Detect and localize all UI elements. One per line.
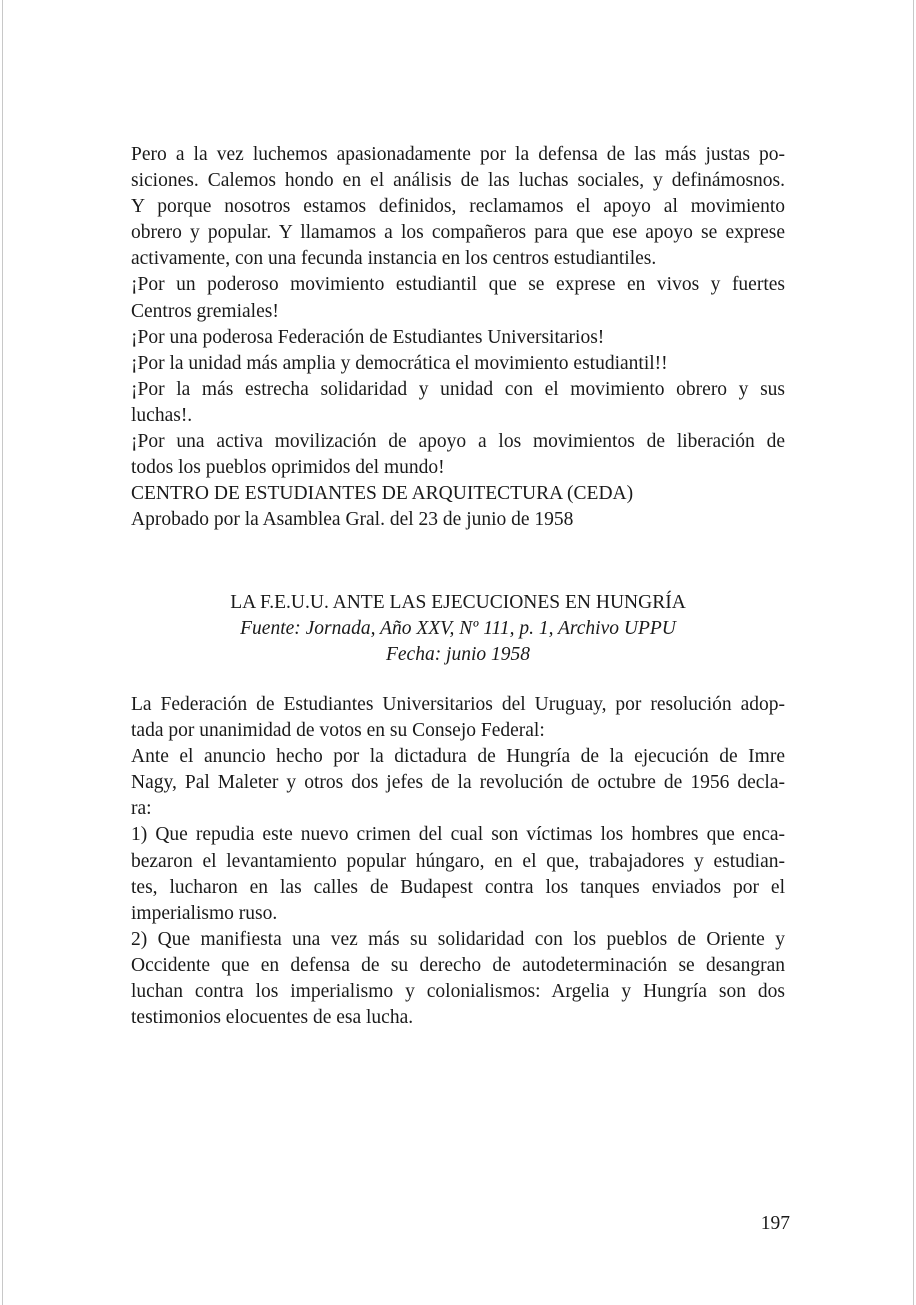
paragraph-line: bezaron el levantamiento popular húngaro, en el que, trabajadores y estudian- bbox=[131, 850, 785, 872]
heading-date: Fecha: junio 1958 bbox=[385, 644, 531, 665]
paragraph-line: activamente, con una fecunda instancia en los centros estudiantiles. bbox=[131, 248, 657, 270]
paragraph-line: ¡Por la unidad más amplia y democrática el movimiento estudiantil!! bbox=[131, 352, 668, 374]
paragraph-line: tes, lucharon en las calles de Budapest contra los tanques enviados por el bbox=[131, 876, 785, 898]
page-number: 197 bbox=[760, 1213, 790, 1234]
paragraph-line: ¡Por la más estrecha solidaridad y unidad con el movimiento obrero y sus bbox=[131, 378, 785, 400]
paragraph-line: Pero a la vez luchemos apasionadamente por la defensa de las más justas po- bbox=[131, 144, 785, 165]
paragraph-line: imperialismo ruso. bbox=[131, 902, 278, 924]
page-edge-left bbox=[2, 0, 3, 1305]
heading-title: LA F.E.U.U. ANTE LAS EJECUCIONES EN HUNGRÍA bbox=[230, 592, 686, 613]
page-edge-right bbox=[913, 0, 914, 1305]
paragraph-line: ra: bbox=[131, 798, 152, 820]
paragraph-line: ¡Por una activa movilización de apoyo a los movimientos de liberación de bbox=[131, 431, 785, 453]
paragraph-line: ¡Por una poderosa Federación de Estudiantes Universitarios! bbox=[131, 326, 605, 348]
paragraph-line: luchan contra los imperialismo y colonialismos: Argelia y Hungría son dos bbox=[131, 981, 785, 1003]
paragraph-line: siciones. Calemos hondo en el análisis de las luchas sociales, y definámosnos. bbox=[131, 170, 785, 192]
paragraph-line: 1) Que repudia este nuevo crimen del cual son víctimas los hombres que enca- bbox=[131, 824, 785, 846]
section-ceda-declaration bbox=[131, 142, 785, 533]
paragraph-line: 2) Que manifiesta una vez más su solidaridad con los pueblos de Oriente y bbox=[131, 928, 785, 950]
paragraph-line: Y porque nosotros estamos definidos, reclamamos el apoyo al movimiento bbox=[131, 196, 785, 218]
paragraph-line: obrero y popular. Y llamamos a los compañeros para que ese apoyo se exprese bbox=[131, 222, 785, 244]
paragraph-line: todos los pueblos oprimidos del mundo! bbox=[131, 457, 445, 479]
paragraph-line: luchas!. bbox=[131, 404, 193, 426]
paragraph-line: Centros gremiales! bbox=[131, 300, 279, 322]
section-heading bbox=[131, 590, 785, 668]
paragraph-line: ¡Por un poderoso movimiento estudiantil que se exprese en vivos y fuertes bbox=[131, 274, 785, 296]
section-feuu-resolution bbox=[131, 692, 785, 1031]
paragraph-line: Aprobado por la Asamblea Gral. del 23 de junio de 1958 bbox=[131, 509, 574, 531]
paragraph-line: testimonios elocuentes de esa lucha. bbox=[131, 1007, 414, 1029]
heading-source: Fuente: Jornada, Año XXV, Nº 111, p. 1, Archivo UPPU bbox=[240, 618, 676, 639]
paragraph-line: Occidente que en defensa de su derecho de autodeterminación se desangran bbox=[131, 954, 785, 976]
paragraph-line: Ante el anuncio hecho por la dictadura de Hungría de la ejecución de Imre bbox=[131, 746, 785, 768]
paragraph-line: La Federación de Estudiantes Universitarios del Uruguay, por resolución adop- bbox=[131, 694, 785, 715]
paragraph-line: CENTRO DE ESTUDIANTES DE ARQUITECTURA (CEDA) bbox=[131, 483, 634, 505]
paragraph-line: Nagy, Pal Maleter y otros dos jefes de la revolución de octubre de 1956 decla- bbox=[131, 772, 785, 794]
paragraph-line: tada por unanimidad de votos en su Consejo Federal: bbox=[131, 720, 545, 742]
